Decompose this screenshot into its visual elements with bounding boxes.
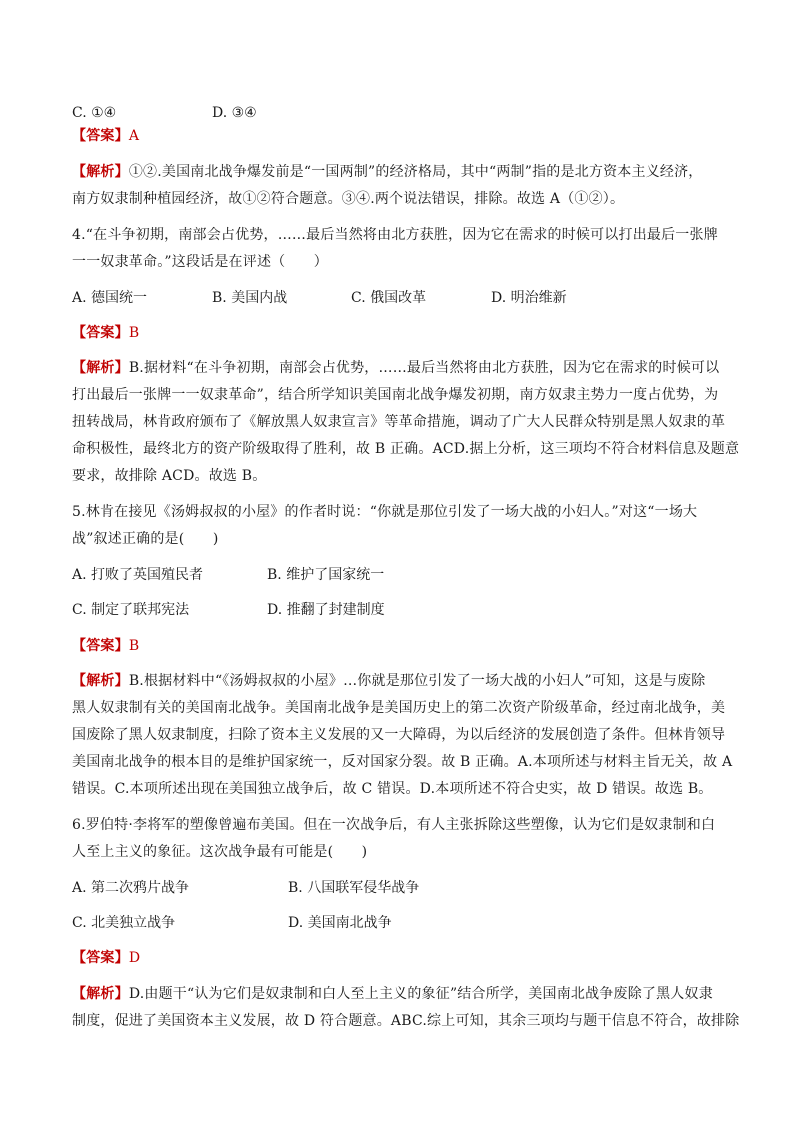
q6-analysis-line xyxy=(72,985,732,1003)
q5-stem-line: 战”叙述正确的是( ) xyxy=(72,531,219,547)
q3-analysis-line xyxy=(72,163,732,181)
answer-value: B xyxy=(128,325,140,341)
analysis-text: ①②.美国南北战争爆发前是“一国两制”的经济格局，其中“两制”指的是北方资本主义经济， xyxy=(128,164,703,180)
q5-option-c: C. 制定了联邦宪法 xyxy=(72,602,190,618)
analysis-tag: 【解析】 xyxy=(72,360,129,376)
answer-tag: 【答案】 xyxy=(72,638,129,654)
q3-answer xyxy=(72,127,732,145)
analysis-text: D.由题干“认为它们是奴隶制和白人至上主义的象征”结合所学，美国南北战争废除了黑人奴隶 xyxy=(128,986,713,1002)
q5-analysis-line: 国废除了黑人奴隶制度，扫除了资本主义发展的又一大障碍，为以后经济的发展创造了条件。但林肯领导 xyxy=(72,727,726,743)
analysis-tag: 【解析】 xyxy=(72,164,129,180)
q5-analysis-line xyxy=(72,672,732,690)
answer-tag: 【答案】 xyxy=(72,950,129,966)
answer-tag: 【答案】 xyxy=(72,325,129,341)
analysis-tag: 【解析】 xyxy=(72,673,129,689)
q3-analysis-line: 南方奴隶制种植园经济，故①②符合题意。③④.两个说法错误，排除。故选 A（①②）。 xyxy=(72,191,625,207)
q3-option-c: C. ①④ xyxy=(72,105,117,121)
q4-stem-line: 4.“在斗争初期，南部会占优势，……最后当然将由北方获胜，因为它在需求的时候可以打出最后一张牌 xyxy=(72,227,718,243)
q4-answer xyxy=(72,324,732,342)
analysis-tag: 【解析】 xyxy=(72,986,129,1002)
answer-value: D xyxy=(128,950,141,966)
answer-value: B xyxy=(128,638,140,654)
q4-analysis-line: 要求，故排除 ACD。故选 B。 xyxy=(72,468,267,484)
q6-answer xyxy=(72,949,732,967)
q5-option-b: B. 维护了国家统一 xyxy=(267,567,385,583)
q6-option-a: A. 第二次鸦片战争 xyxy=(72,880,190,896)
answer-value: A xyxy=(128,128,140,144)
q3-option-d: D. ③④ xyxy=(212,105,257,121)
analysis-text: B.据材料“在斗争初期，南部会占优势，……最后当然将由北方获胜，因为它在需求的时候可以 xyxy=(128,360,720,376)
q5-analysis-line: 错误。C.本项所述出现在美国独立战争后，故 C 错误。D.本项所述不符合史实，故 D 错误。故选 B。 xyxy=(72,781,713,797)
q4-option-a: A. 德国统一 xyxy=(72,290,148,306)
q4-analysis-line: 扭转战局，林肯政府颁布了《解放黑人奴隶宣言》等革命措施，调动了广大人民群众特别是黑人奴隶的革 xyxy=(72,414,726,430)
q4-analysis-line xyxy=(72,359,732,377)
q4-analysis-line: 命积极性，最终北方的资产阶级取得了胜利，故 B 正确。ACD.据上分析，这三项均不符合材料信息及题意 xyxy=(72,441,740,457)
q6-option-b: B. 八国联军侵华战争 xyxy=(288,880,420,896)
q4-option-c: C. 俄国改革 xyxy=(351,290,427,306)
q5-analysis-line: 黑人奴隶制有关的美国南北战争。美国南北战争是美国历史上的第二次资产阶级革命，经过南北战争，美 xyxy=(72,700,726,716)
q6-option-d: D. 美国南北战争 xyxy=(288,915,392,931)
q6-option-c: C. 北美独立战争 xyxy=(72,915,176,931)
q5-analysis-line: 美国南北战争的根本目的是维护国家统一，反对国家分裂。故 B 正确。A.本项所述与材料主旨无关，故 A xyxy=(72,754,733,770)
q6-stem-line: 6.罗伯特·李将军的塑像曾遍布美国。但在一次战争后，有人主张拆除这些塑像，认为它们是奴隶制和白 xyxy=(72,817,716,833)
q5-stem-line: 5.林肯在接见《汤姆叔叔的小屋》的作者时说：“你就是那位引发了一场大战的小妇人。”对这“一场大 xyxy=(72,504,698,520)
answer-tag: 【答案】 xyxy=(72,128,129,144)
q4-analysis-line: 打出最后一张牌一一奴隶革命”，结合所学知识美国南北战争爆发初期，南方奴隶主势力一度占优势，为 xyxy=(72,387,719,403)
q4-stem-line: 一一奴隶革命。”这段话是在评述（ ） xyxy=(72,254,328,270)
q5-option-a: A. 打败了英国殖民者 xyxy=(72,567,204,583)
q5-answer xyxy=(72,637,732,655)
q4-option-b: B. 美国内战 xyxy=(212,290,288,306)
q4-option-d: D. 明治维新 xyxy=(491,290,567,306)
q5-option-d: D. 推翻了封建制度 xyxy=(267,602,385,618)
q6-analysis-line: 制度，促进了美国资本主义发展，故 D 符合题意。ABC.综上可知，其余三项均与题干信息不符合，故排除 xyxy=(72,1013,740,1029)
analysis-text: B.根据材料中“《汤姆叔叔的小屋》…你就是那位引发了一场大战的小妇人”可知，这是与废除 xyxy=(128,673,706,689)
q6-stem-line: 人至上主义的象征。这次战争最有可能是( ) xyxy=(72,844,368,860)
